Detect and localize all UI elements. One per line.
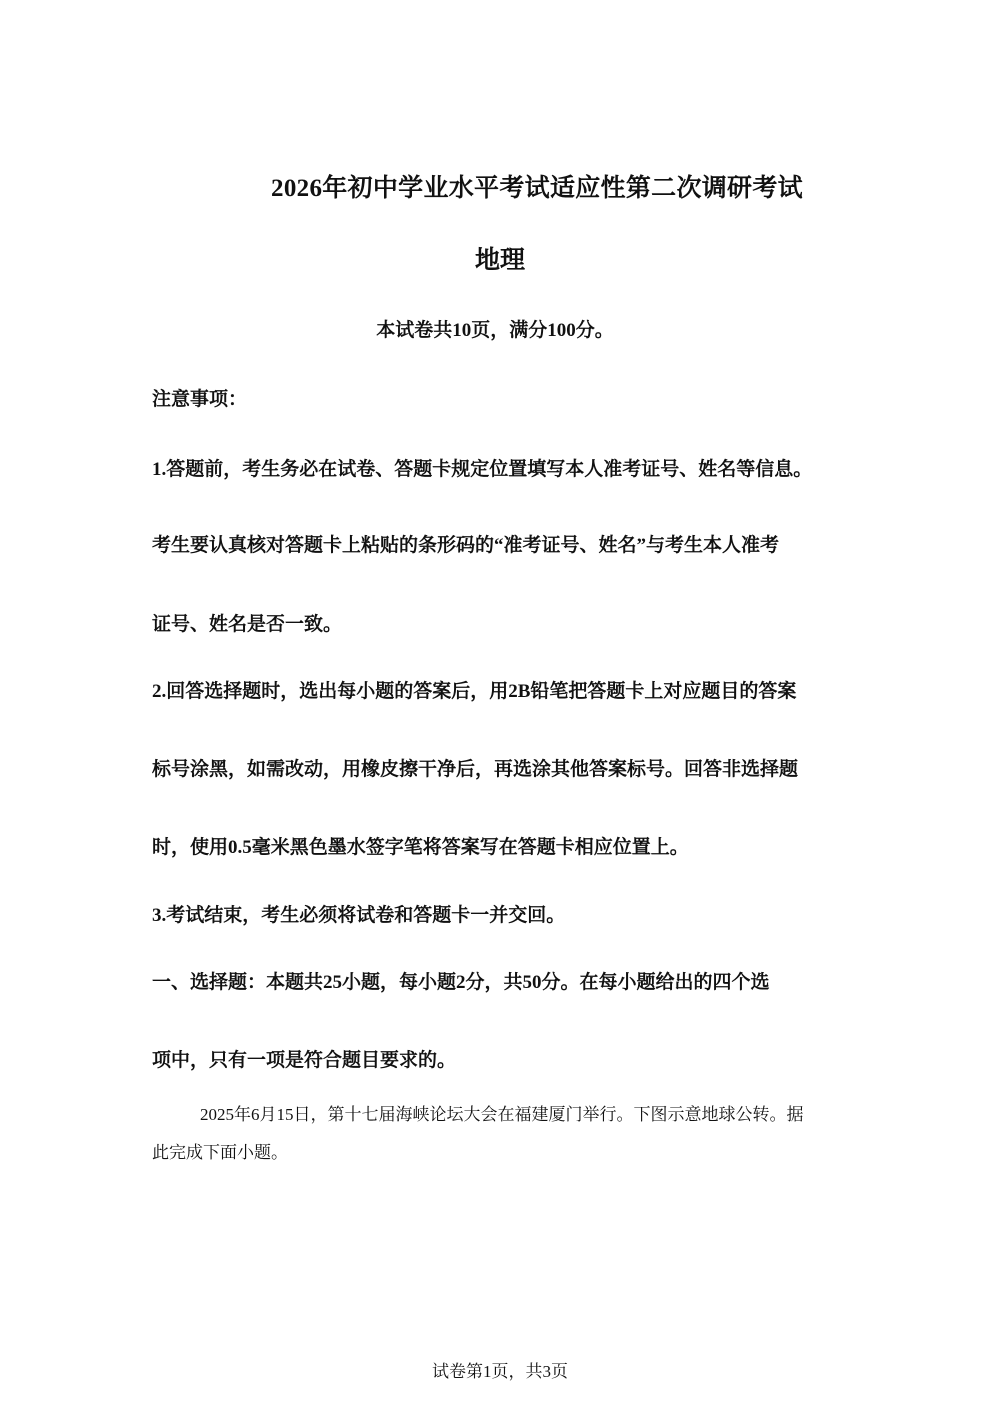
subject-title: 地理 — [474, 247, 525, 274]
notice-line: 标号涂黑，如需改动，用橡皮擦干净后，再选涂其他答案标号。回答非选择题 — [152, 759, 799, 780]
question-intro-line: 此完成下面小题。 — [152, 1143, 288, 1162]
notice-line: 3.考试结束，考生必须将试卷和答题卡一并交回。 — [152, 905, 566, 926]
notice-line: 2.回答选择题时，选出每小题的答案后，用2B铅笔把答题卡上对应题目的答案 — [152, 681, 797, 702]
page-footer: 试卷第1页，共3页 — [432, 1362, 568, 1381]
section-heading-line: 项中，只有一项是符合题目要求的。 — [152, 1050, 457, 1071]
notice-line: 考生要认真核对答题卡上粘贴的条形码的“准考证号、姓名”与考生本人准考 — [152, 535, 780, 556]
notice-heading: 注意事项： — [152, 389, 248, 410]
notice-line: 时，使用0.5毫米黑色墨水签字笔将答案写在答题卡相应位置上。 — [152, 837, 689, 858]
exam-title: 2026年初中学业水平考试适应性第二次调研考试 — [271, 175, 803, 202]
notice-line: 证号、姓名是否一致。 — [152, 614, 343, 635]
question-intro-line: 2025年6月15日，第十七届海峡论坛大会在福建厦门举行。下图示意地球公转。据 — [200, 1105, 804, 1124]
exam-summary: 本试卷共10页，满分100分。 — [376, 320, 614, 341]
notice-line: 1.答题前，考生务必在试卷、答题卡规定位置填写本人准考证号、姓名等信息。 — [152, 459, 813, 480]
section-heading-line: 一、选择题：本题共25小题，每小题2分，共50分。在每小题给出的四个选 — [152, 972, 770, 993]
